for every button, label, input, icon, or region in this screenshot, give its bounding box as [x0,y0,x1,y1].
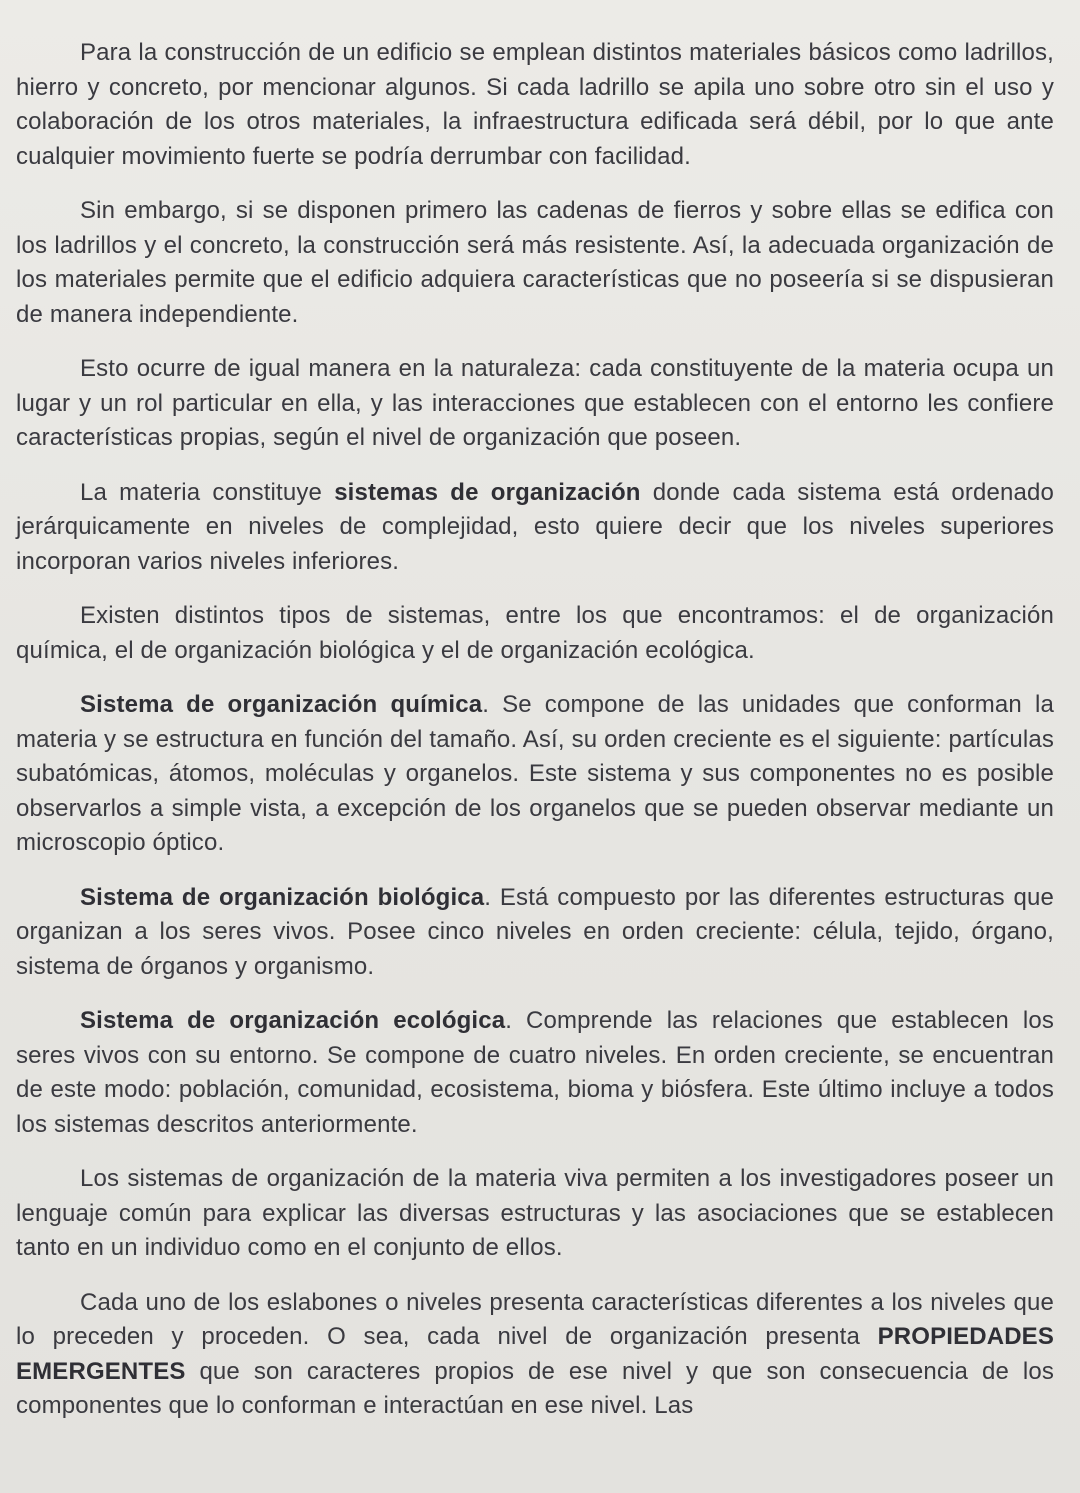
paragraph-building-materials [16,36,1054,174]
paragraph-text-before: Cada uno de los eslabones o niveles presenta características diferentes a los niveles que lo preceden y proceden. O sea, cada nivel de organización presenta [16,1288,1054,1350]
paragraph-text-after: que son caracteres propios de ese nivel y que son consecuencia de los componentes que lo conforman e interactúan en ese nivel. Las [16,1357,1054,1419]
paragraph-text: . Está compuesto por las diferentes estructuras que organizan a los seres vivos. Posee cinco niveles en orden creciente: célula, tejido, órgano, sistema de órganos y organismo. [16,883,1054,980]
paragraph-biological-system [16,881,1054,985]
paragraph-organization-systems [16,476,1054,580]
paragraph-text: Sin embargo, si se disponen primero las cadenas de fierros y sobre ellas se edifica con los ladrillos y el concreto, la construcción será más resistente. Así, la adecuada organización de los materiales permite que el edificio adquiera características que no poseería si se dispusieran de manera independiente. [16,197,1054,328]
paragraph-text-before: La materia constituye [80,478,335,506]
paragraph-text: Para la construcción de un edificio se emplean distintos materiales básicos como ladrillos, hierro y concreto, por mencionar algunos. Si cada ladrillo se apila uno sobre otro sin el uso y colaboración de los otros materiales, la infraestructura edificada será débil, por lo que ante cualquier movimiento fuerte se podría derrumbar con facilidad. [16,39,1054,170]
emphasized-term: PROPIEDADES EMERGENTES [16,1323,1054,1385]
paragraph-heading: Sistema de organización biológica [80,883,485,911]
paragraph-nature [16,352,1054,456]
paragraph-adequate-organization [16,194,1054,332]
paragraph-text: . Comprende las relaciones que establecen los seres vivos con su entorno. Se compone de cuatro niveles. En orden creciente, se encuentran de este modo: población, comunidad, ecosistema, bioma y biósfera. Este último incluye a todos los sistemas descritos anteriormente. [16,1007,1054,1138]
paragraph-text-after: donde cada sistema está ordenado jerárquicamente en niveles de complejidad, esto quiere decir que los niveles superiores incorporan varios niveles inferiores. [16,478,1054,575]
paragraph-emergent-properties [16,1286,1054,1424]
paragraph-common-language [16,1162,1054,1266]
emphasized-term: sistemas de organización [334,478,641,506]
paragraph-text: . Se compone de las unidades que conforman la materia y se estructura en función del tamaño. Así, su orden creciente es el siguiente: partículas subatómicas, átomos, moléculas y organelos. Este sistema y sus componentes no es posible observarlos a simple vista, a excepción de los organelos que se pueden observar mediante un microscopio óptico. [16,691,1054,856]
paragraph-text: Existen distintos tipos de sistemas, entre los que encontramos: el de organización química, el de organización biológica y el de organización ecológica. [16,602,1054,664]
paragraph-text: Esto ocurre de igual manera en la naturaleza: cada constituyente de la materia ocupa un lugar y un rol particular en ella, y las interacciones que establecen con el entorno les confiere características propias, según el nivel de organización que poseen. [16,355,1054,451]
paragraph-ecological-system [16,1004,1054,1142]
paragraph-chemical-system [16,688,1054,861]
paragraph-system-types [16,599,1054,668]
paragraph-heading: Sistema de organización ecológica [80,1007,506,1034]
paragraph-text: Los sistemas de organización de la materia viva permiten a los investigadores poseer un lenguaje común para explicar las diversas estructuras y las asociaciones que se establecen tanto en un individuo como en el conjunto de ellos. [16,1165,1054,1261]
paragraph-heading: Sistema de organización química [80,691,483,718]
